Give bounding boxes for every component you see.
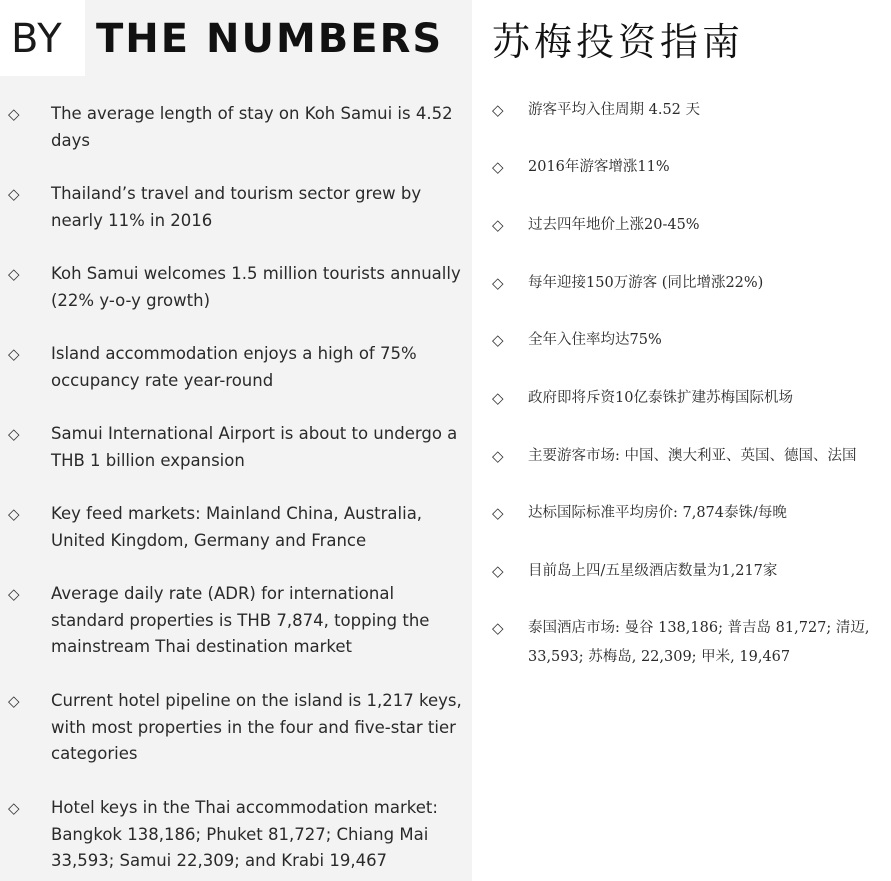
- title-by: BY: [0, 0, 85, 76]
- list-item-text: Samui International Airport is about to undergo a THB 1 billion expansion: [51, 424, 458, 470]
- diamond-bullet-icon: ◇: [492, 562, 504, 580]
- list-item-text: 游客平均入住周期 4.52 天: [528, 102, 701, 118]
- list-item-text: Koh Samui welcomes 1.5 million tourists annually (22% y-o-y growth): [51, 264, 461, 310]
- diamond-bullet-icon: ◇: [8, 692, 20, 710]
- diamond-bullet-icon: ◇: [8, 585, 20, 603]
- diamond-bullet-icon: ◇: [8, 505, 20, 523]
- diamond-bullet-icon: ◇: [492, 331, 504, 349]
- diamond-bullet-icon: ◇: [492, 504, 504, 522]
- list-item-text: 政府即将斥资10亿泰铢扩建苏梅国际机场: [528, 390, 793, 406]
- diamond-bullet-icon: ◇: [492, 389, 504, 407]
- title-the-numbers: THE NUMBERS: [96, 16, 444, 62]
- title-chinese: 苏梅投资指南: [492, 20, 745, 64]
- diamond-bullet-icon: ◇: [8, 265, 20, 283]
- list-item-text: 每年迎接150万游客 (同比增涨22%): [528, 275, 764, 291]
- diamond-bullet-icon: ◇: [8, 799, 20, 817]
- diamond-bullet-icon: ◇: [8, 185, 20, 203]
- diamond-bullet-icon: ◇: [492, 158, 504, 176]
- list-item-text: Current hotel pipeline on the island is 1,217 keys, with most properties in the four and five-star tier categories: [51, 691, 462, 763]
- list-item-text: 泰国酒店市场: 曼谷 138,186; 普吉岛 81,727; 清迈, 33,593; 苏梅岛, 22,309; 甲米, 19,467: [528, 620, 870, 665]
- list-item-text: Average daily rate (ADR) for international standard properties is THB 7,874, topping the mainstream Thai destination market: [51, 584, 430, 656]
- diamond-bullet-icon: ◇: [8, 345, 20, 363]
- list-item-text: 全年入住率均达75%: [528, 332, 662, 348]
- list-item-text: The average length of stay on Koh Samui is 4.52 days: [51, 104, 453, 150]
- list-item-text: 目前岛上四/五星级酒店数量为1,217家: [528, 563, 778, 579]
- list-item-text: 主要游客市场: 中国、澳大利亚、英国、德国、法国: [528, 448, 857, 464]
- diamond-bullet-icon: ◇: [8, 105, 20, 123]
- diamond-bullet-icon: ◇: [492, 101, 504, 119]
- diamond-bullet-icon: ◇: [492, 447, 504, 465]
- diamond-bullet-icon: ◇: [492, 216, 504, 234]
- list-item-text: Thailand’s travel and tourism sector grew by nearly 11% in 2016: [51, 184, 422, 230]
- list-item-text: 2016年游客增涨11%: [528, 159, 670, 175]
- list-item-text: 过去四年地价上涨20-45%: [528, 217, 700, 233]
- list-item-text: Island accommodation enjoys a high of 75% occupancy rate year-round: [51, 344, 417, 390]
- list-item-text: 达标国际标准平均房价: 7,874泰铢/每晚: [528, 505, 787, 521]
- diamond-bullet-icon: ◇: [492, 619, 504, 637]
- diamond-bullet-icon: ◇: [8, 425, 20, 443]
- list-item-text: Hotel keys in the Thai accommodation market: Bangkok 138,186; Phuket 81,727; Chiang Mai 33,593; Samui 22,309; and Krabi 19,467: [51, 798, 438, 870]
- list-item-text: Key feed markets: Mainland China, Australia, United Kingdom, Germany and France: [51, 504, 423, 550]
- diamond-bullet-icon: ◇: [492, 274, 504, 292]
